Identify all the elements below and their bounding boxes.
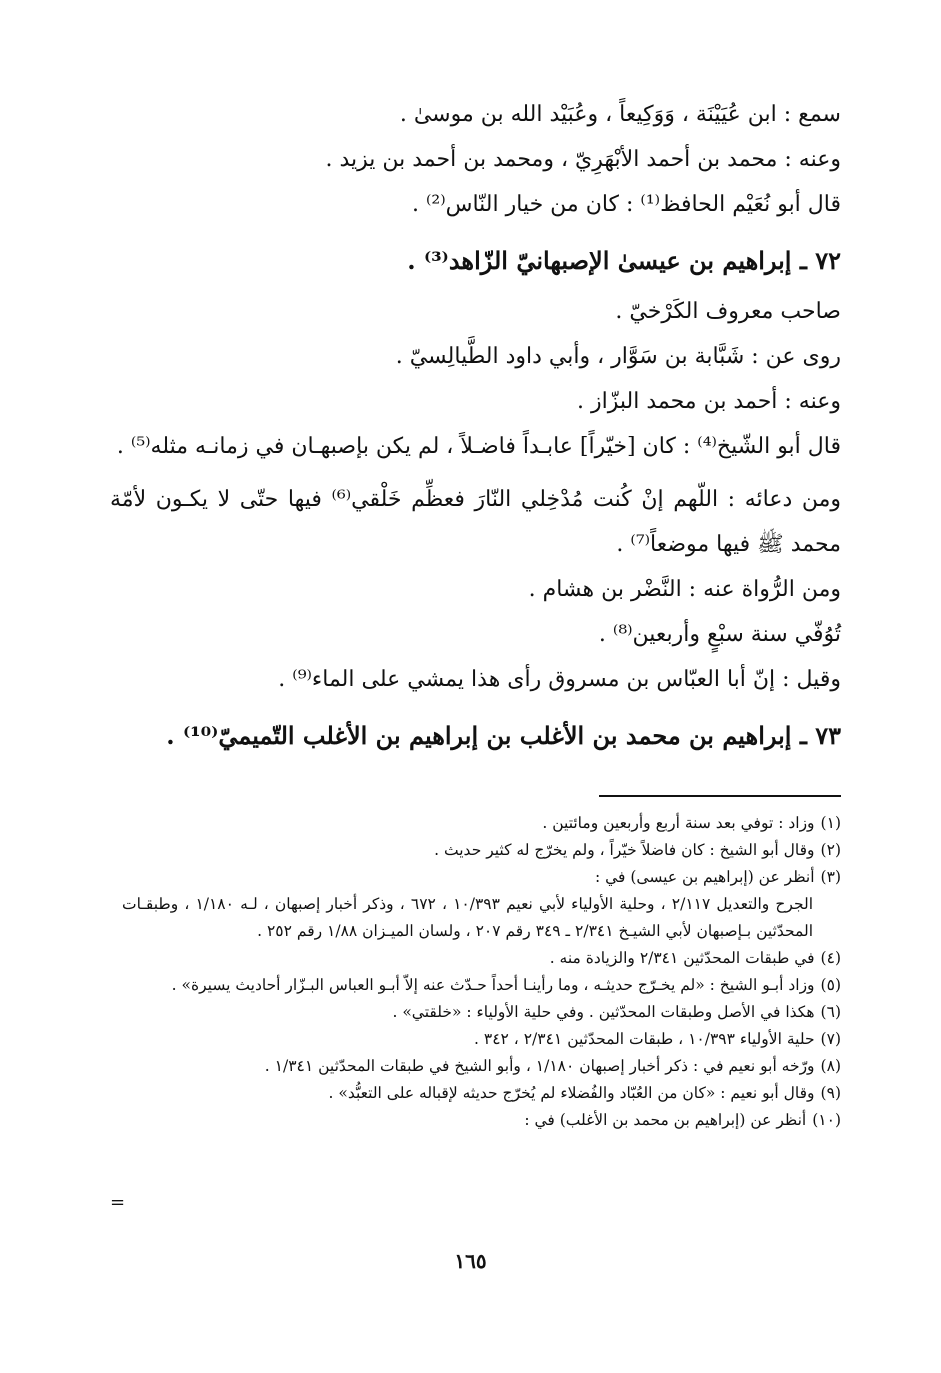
footnote-continuation: الجرح والتعديل ٢/١١٧ ، وحلية الأولياء لأبي نعيم ١٠/٣٩٣ ، ٦٧٢ ، وذكر أخبار إصبهان ، لـه ١/١٨٠ ، وطبقـات المحدّثين بـإصبهان لأبي الشيـخ ٢/٣٤١ ـ ٣٤٩ رقم ٢٠٧ ، ولسان الميـزان ١/٨٨ رقم ٢٥٢ . [122, 895, 813, 940]
footnote-number: (٨) [820, 1057, 841, 1075]
footnote-number: (٥) [820, 976, 841, 994]
text-line: سمع : ابن عُيَيْنَة ، وَوَكِيعاً ، وعُبَيْد الله بن موسىٰ . [399, 102, 841, 127]
footnote-number: (٣) [820, 868, 841, 886]
footnote [122, 972, 841, 999]
footnote [122, 1026, 841, 1053]
footnote [122, 1107, 841, 1134]
continuation-mark: = [110, 1192, 126, 1213]
footnote [122, 999, 841, 1026]
footnote-number: (٧) [820, 1030, 841, 1048]
main-text [110, 92, 841, 764]
footnote-number: (٤) [820, 949, 841, 967]
footnote-text: وقال أبو الشيخ : كان فاضلاً خيّراً ، ولم يخرّج له كثير حديث . [434, 841, 815, 859]
text-line: وعنه : محمد بن أحمد الأبْهَرِيّ ، ومحمد بن أحمد بن يزيد . [325, 147, 841, 172]
footnote [122, 837, 841, 864]
footnote [122, 1053, 841, 1080]
footnote-text: أنظر عن (إبراهيم بن عيسى) في : [594, 868, 815, 886]
text-line: روى عن : شَبَّابة بن سَوَّار ، وأبي داود الطَّيالِسيّ . [395, 344, 841, 369]
footnote-text: في طبقات المحدّثين ٢/٣٤١ والزيادة منه . [549, 949, 815, 967]
footnote-text: أنظر عن (إبراهيم بن محمد بن الأغلب) في : [524, 1111, 807, 1129]
footnotes [122, 810, 841, 1134]
text-line: صاحب معروف الكَرْخيّ . [615, 299, 841, 324]
text-line: تُوُفّي سنة سبْعٍ وأربعين⁽⁸⁾ . [598, 622, 841, 647]
page-number: ١٦٥ [454, 1249, 487, 1273]
footnote-text: ورّخه أبو نعيم في : ذكر أخبار إصبهان ١/١٨٠ ، وأبو الشيخ في طبقات المحدّثين ١/٣٤١ . [264, 1057, 815, 1075]
entry-73-title: ٧٣ ـ إبراهيم بن محمد بن الأغلب بن إبراهيم بن الأغلب التّميميّ⁽¹⁰⁾ . [166, 721, 841, 750]
footnote-number: (٩) [820, 1084, 841, 1102]
abu-shaykh-paragraph: قال أبو الشّيخ⁽⁴⁾ : كان [خيّراً] عابـداً فاضـلاً ، لم يكن بإصبهـان في زمانـه مثله⁽⁵⁾ . [116, 434, 841, 459]
text-line: قال أبو نُعَيْم الحافظ⁽¹⁾ : كان من خيار النّاس⁽²⁾ . [411, 192, 841, 217]
footnote-number: (١٠) [812, 1111, 841, 1129]
footnote-text: وزاد أبـو الشيخ : «لم يخـرّج حديثـه ، وما رأينـا أحداً حـدّث عنه إلاّ أبـو العباس البـزّار أحاديث يسيرة» . [171, 976, 815, 994]
footnote-text: وزاد : توفي بعد سنة أربع وأربعين ومائتين . [542, 814, 815, 832]
footnote [122, 1080, 841, 1107]
footnote-text: حلية الأولياء ١٠/٣٩٣ ، طبقات المحدّثين ٢/٣٤١ ، ٣٤٢ . [474, 1030, 815, 1048]
footnote [122, 945, 841, 972]
entry-72-title: ٧٢ ـ إبراهيم بن عيسىٰ الإصبهانيّ الزّاهد⁽³⁾ . [407, 246, 841, 275]
footnote-text: وقال أبو نعيم : «كان من العُبّاد والفُضلاء لم يُخرّج حديثه لإقباله على التعبُّد» . [328, 1084, 815, 1102]
footnote-text: هكذا في الأصل وطبقات المحدّثين . وفي حلية الأولياء : «خلقتي» . [392, 1003, 815, 1021]
dua-paragraph: ومن دعائه : اللّهم إنْ كُنت مُدْخِلي النّارَ فعظِّم خَلْقي⁽⁶⁾ فيها حتّى لا يكـون لأمّة محمد ﷺ فيها موضعاً⁽⁷⁾ . [110, 487, 841, 557]
footnote-number: (١) [820, 814, 841, 832]
footnote-number: (٢) [820, 841, 841, 859]
footnote-divider [599, 795, 841, 797]
footnote [122, 864, 841, 891]
text-line: وعنه : أحمد بن محمد البزّاز . [577, 389, 841, 414]
text-line: ومن الرُّواة عنه : النَّضْر بن هشام . [528, 577, 841, 602]
footnote [122, 810, 841, 837]
footnote-number: (٦) [820, 1003, 841, 1021]
text-line: وقيل : إنّ أبا العبّاس بن مسروق رأى هذا يمشي على الماء⁽⁹⁾ . [278, 667, 841, 692]
